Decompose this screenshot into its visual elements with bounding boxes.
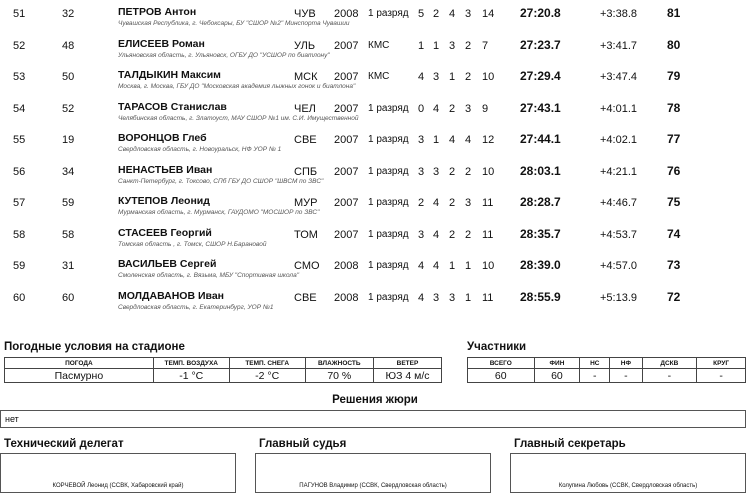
- official-role-chief-judge: Главный судья: [259, 438, 347, 450]
- finish-time: 27:43.1: [520, 100, 561, 115]
- time-gap: +4:01.1: [600, 102, 638, 115]
- penalty-1: 4: [417, 260, 425, 272]
- weather-header: ПОГОДА: [5, 358, 154, 369]
- weather-value: -1 °C: [153, 369, 229, 383]
- finish-time: 27:23.7: [520, 37, 561, 52]
- finish-time: 28:39.0: [520, 258, 561, 272]
- rank: 56: [13, 165, 26, 178]
- result-row: [0, 95, 750, 127]
- jury-box: [0, 410, 746, 428]
- points: 80: [667, 37, 681, 52]
- birth-year: 2007: [334, 102, 359, 115]
- participants-header: ФИН: [534, 358, 580, 369]
- penalty-3: 1: [448, 260, 456, 272]
- bib-number: 58: [62, 228, 75, 241]
- penalty-4: 3: [464, 102, 472, 115]
- bib-number: 60: [62, 291, 75, 304]
- penalty-1: 3: [417, 165, 425, 178]
- athlete-club: Москва, г. Москва, ГБУ ДО "Московская академия лыжных гонок и биатлона": [118, 83, 356, 90]
- penalty-1: 3: [417, 228, 425, 241]
- penalty-total: 10: [482, 71, 495, 83]
- result-row: [0, 0, 750, 32]
- weather-value: -2 °C: [229, 369, 305, 383]
- athlete-name: СТАСЕЕВ Георгий: [118, 226, 212, 239]
- points: 81: [667, 6, 681, 20]
- signature-box-tech-delegate: [0, 453, 236, 493]
- penalty-3: 2: [448, 228, 456, 241]
- bib-number: 19: [62, 134, 75, 146]
- penalty-2: 3: [432, 291, 440, 304]
- penalty-total: 10: [482, 165, 495, 178]
- weather-value: 70 %: [305, 369, 373, 383]
- rank: 57: [13, 197, 26, 209]
- athlete-name: ЕЛИСЕЕВ Роман: [118, 37, 205, 50]
- sport-category: 1 разряд: [368, 197, 409, 208]
- rank: 59: [13, 260, 26, 272]
- sport-category: 1 разряд: [368, 291, 409, 303]
- penalty-2: 4: [432, 260, 440, 272]
- penalty-1: 2: [417, 197, 425, 209]
- region-code: СМО: [294, 260, 320, 272]
- participants-value: -: [580, 369, 610, 383]
- region-code: МСК: [294, 71, 318, 83]
- points: 72: [667, 289, 681, 304]
- birth-year: 2008: [334, 8, 359, 20]
- penalty-4: 3: [464, 8, 472, 20]
- penalty-3: 2: [448, 102, 456, 115]
- result-row: [0, 126, 750, 158]
- finish-time: 28:28.7: [520, 195, 561, 209]
- penalty-total: 11: [482, 291, 494, 304]
- jury-title: Решения жюри: [332, 394, 418, 406]
- points: 73: [667, 258, 681, 272]
- penalty-total: 7: [482, 39, 489, 52]
- sport-category: 1 разряд: [368, 260, 409, 271]
- penalty-2: 3: [432, 71, 440, 83]
- penalty-2: 1: [432, 39, 440, 52]
- penalty-3: 4: [448, 8, 456, 20]
- sport-category: 1 разряд: [368, 165, 409, 177]
- official-name: Колупина Любовь (ССВК, Свердловская область): [558, 483, 698, 489]
- result-row: [0, 189, 750, 221]
- time-gap: +3:38.8: [600, 8, 638, 20]
- points: 79: [667, 69, 681, 83]
- bib-number: 31: [62, 260, 75, 272]
- penalty-4: 1: [464, 260, 472, 272]
- finish-time: 28:03.1: [520, 163, 561, 178]
- penalty-1: 3: [417, 134, 425, 146]
- participants-table: [467, 357, 746, 383]
- points: 78: [667, 100, 681, 115]
- athlete-club: Санкт-Петербург, г. Токсово, СПб ГБУ ДО СШОР "ШВСМ по ЗВС": [118, 177, 324, 185]
- time-gap: +3:41.7: [600, 39, 638, 52]
- penalty-2: 4: [432, 228, 440, 241]
- region-code: ЧУВ: [294, 8, 316, 20]
- athlete-club: Свердловская область, г. Новоуральск, НФ УОР № 1: [118, 146, 282, 153]
- finish-time: 27:29.4: [520, 69, 561, 83]
- time-gap: +4:57.0: [600, 260, 638, 272]
- sport-category: 1 разряд: [368, 102, 409, 114]
- result-row: [0, 32, 750, 64]
- region-code: МУР: [294, 197, 318, 209]
- region-code: ЧЕЛ: [294, 102, 316, 115]
- athlete-club: Свердловская область, г. Екатеринбург, УОР №1: [118, 303, 274, 311]
- time-gap: +4:02.1: [600, 134, 638, 146]
- points: 77: [667, 132, 681, 146]
- official-name: КОРЧЕВОЙ Леонид (ССВК, Хабаровский край): [52, 483, 184, 489]
- athlete-name: НЕНАСТЬЕВ Иван: [118, 163, 213, 176]
- finish-time: 27:44.1: [520, 132, 561, 146]
- participants-header: НС: [580, 358, 610, 369]
- weather-header: ТЕМП. ВОЗДУХА: [153, 358, 229, 369]
- weather-table: [4, 357, 442, 383]
- time-gap: +4:46.7: [600, 197, 638, 209]
- bib-number: 59: [62, 197, 75, 209]
- points: 74: [667, 226, 681, 241]
- penalty-4: 2: [464, 165, 472, 178]
- bib-number: 32: [62, 8, 75, 20]
- penalty-3: 4: [448, 134, 456, 146]
- region-code: ТОМ: [294, 228, 318, 241]
- penalty-total: 11: [482, 228, 494, 241]
- sport-category: 1 разряд: [368, 228, 409, 240]
- participants-header: КРУГ: [697, 358, 746, 369]
- region-code: СВЕ: [294, 291, 317, 304]
- participants-value: 60: [534, 369, 580, 383]
- result-row: [0, 284, 750, 316]
- participants-header: ДСКВ: [642, 358, 697, 369]
- penalty-total: 10: [482, 260, 495, 272]
- region-code: УЛЬ: [294, 39, 316, 52]
- points: 76: [667, 163, 681, 178]
- result-row: [0, 63, 750, 95]
- penalty-1: 5: [417, 8, 425, 20]
- sport-category: 1 разряд: [368, 8, 409, 19]
- birth-year: 2007: [334, 71, 359, 83]
- result-row: [0, 252, 750, 284]
- penalty-1: 4: [417, 291, 425, 304]
- official-role-chief-secretary: Главный секретарь: [514, 438, 626, 450]
- athlete-name: ВАСИЛЬЕВ Сергей: [118, 258, 217, 270]
- birth-year: 2007: [334, 228, 359, 241]
- athlete-name: ТАРАСОВ Станислав: [118, 100, 227, 113]
- weather-header: ВЛАЖНОСТЬ: [305, 358, 373, 369]
- penalty-total: 14: [482, 8, 495, 20]
- rank: 55: [13, 134, 26, 146]
- weather-value: ЮЗ 4 м/с: [374, 369, 442, 383]
- result-row: [0, 221, 750, 253]
- region-code: СВЕ: [294, 134, 317, 146]
- birth-year: 2007: [334, 134, 359, 146]
- signature-box-chief-judge: [255, 453, 491, 493]
- athlete-name: ВОРОНЦОВ Глеб: [118, 132, 207, 144]
- penalty-3: 2: [448, 165, 456, 178]
- bib-number: 50: [62, 71, 75, 83]
- participants-value: 60: [468, 369, 535, 383]
- athlete-club: Челябинская область, г. Златоуст, МАУ СШОР №1 им. С.И. Имущественной: [118, 114, 359, 122]
- athlete-name: КУТЕПОВ Леонид: [118, 195, 210, 207]
- region-code: СПБ: [294, 165, 318, 178]
- penalty-2: 2: [432, 8, 440, 20]
- rank: 54: [13, 102, 26, 115]
- penalty-2: 1: [432, 134, 440, 146]
- athlete-club: Мурманская область, г. Мурманск, ГАУДОМО "МОСШОР по ЗВС": [118, 209, 320, 216]
- birth-year: 2008: [334, 291, 359, 304]
- penalty-total: 9: [482, 102, 489, 115]
- participants-title: Участники: [467, 341, 527, 353]
- rank: 52: [13, 39, 26, 52]
- athlete-club: Смоленская область, г. Вязьма, МБУ "Спортивная школа": [118, 272, 300, 279]
- participants-value: -: [642, 369, 697, 383]
- result-row: [0, 158, 750, 190]
- weather-header: ТЕМП. СНЕГА: [229, 358, 305, 369]
- finish-time: 28:35.7: [520, 226, 561, 241]
- rank: 51: [13, 8, 26, 20]
- bib-number: 34: [62, 165, 75, 178]
- finish-time: 28:55.9: [520, 289, 561, 304]
- rank: 60: [13, 291, 26, 304]
- finish-time: 27:20.8: [520, 6, 561, 20]
- weather-header: ВЕТЕР: [374, 358, 442, 369]
- birth-year: 2007: [334, 39, 359, 52]
- sport-category: КМС: [368, 71, 390, 82]
- rank: 58: [13, 228, 26, 241]
- penalty-4: 3: [464, 197, 472, 209]
- penalty-4: 2: [464, 39, 472, 52]
- penalty-2: 4: [432, 102, 440, 115]
- rank: 53: [13, 71, 26, 83]
- penalty-total: 12: [482, 134, 495, 146]
- athlete-name: ПЕТРОВ Антон: [118, 6, 197, 18]
- athlete-club: Томская область , г. Томск, СШОР Н.Барановой: [118, 240, 267, 248]
- penalty-4: 4: [464, 134, 472, 146]
- official-role-tech-delegate: Технический делегат: [4, 438, 124, 450]
- birth-year: 2007: [334, 165, 359, 178]
- penalty-3: 3: [448, 39, 456, 52]
- penalty-total: 11: [482, 197, 494, 209]
- participants-header: НФ: [610, 358, 642, 369]
- bib-number: 52: [62, 102, 75, 115]
- penalty-1: 1: [417, 39, 425, 52]
- points: 75: [667, 195, 681, 209]
- penalty-1: 4: [417, 71, 425, 83]
- penalty-4: 2: [464, 71, 472, 83]
- penalty-4: 2: [464, 228, 472, 241]
- weather-title: Погодные условия на стадионе: [4, 341, 185, 353]
- penalty-3: 2: [448, 197, 456, 209]
- birth-year: 2007: [334, 197, 359, 209]
- penalty-2: 4: [432, 197, 440, 209]
- sport-category: 1 разряд: [368, 134, 409, 145]
- jury-text: нет: [5, 414, 19, 424]
- time-gap: +5:13.9: [600, 291, 638, 304]
- signature-box-chief-secretary: [510, 453, 746, 493]
- official-name: ПАГУНОВ Владимир (ССВК, Свердловская область): [299, 483, 447, 489]
- participants-value: -: [697, 369, 746, 383]
- penalty-1: 0: [417, 102, 425, 115]
- time-gap: +4:53.7: [600, 228, 638, 241]
- athlete-name: ТАЛДЫКИН Максим: [118, 69, 221, 81]
- athlete-name: МОЛДАВАНОВ Иван: [118, 289, 225, 302]
- penalty-3: 3: [448, 291, 456, 304]
- bib-number: 48: [62, 39, 75, 52]
- participants-header: ВСЕГО: [468, 358, 535, 369]
- athlete-club: Ульяновская область, г. Ульяновск, ОГБУ ДО "УСШОР по биатлону": [118, 51, 330, 59]
- birth-year: 2008: [334, 260, 359, 272]
- time-gap: +4:21.1: [600, 165, 638, 178]
- athlete-club: Чувашская Республика, г. Чебоксары, БУ "СШОР №2" Минспорта Чувашии: [118, 20, 350, 27]
- sport-category: КМС: [368, 39, 390, 51]
- weather-value: Пасмурно: [5, 369, 154, 383]
- time-gap: +3:47.4: [600, 71, 638, 83]
- penalty-2: 3: [432, 165, 440, 178]
- penalty-4: 1: [464, 291, 472, 304]
- penalty-3: 1: [448, 71, 456, 83]
- participants-value: -: [610, 369, 642, 383]
